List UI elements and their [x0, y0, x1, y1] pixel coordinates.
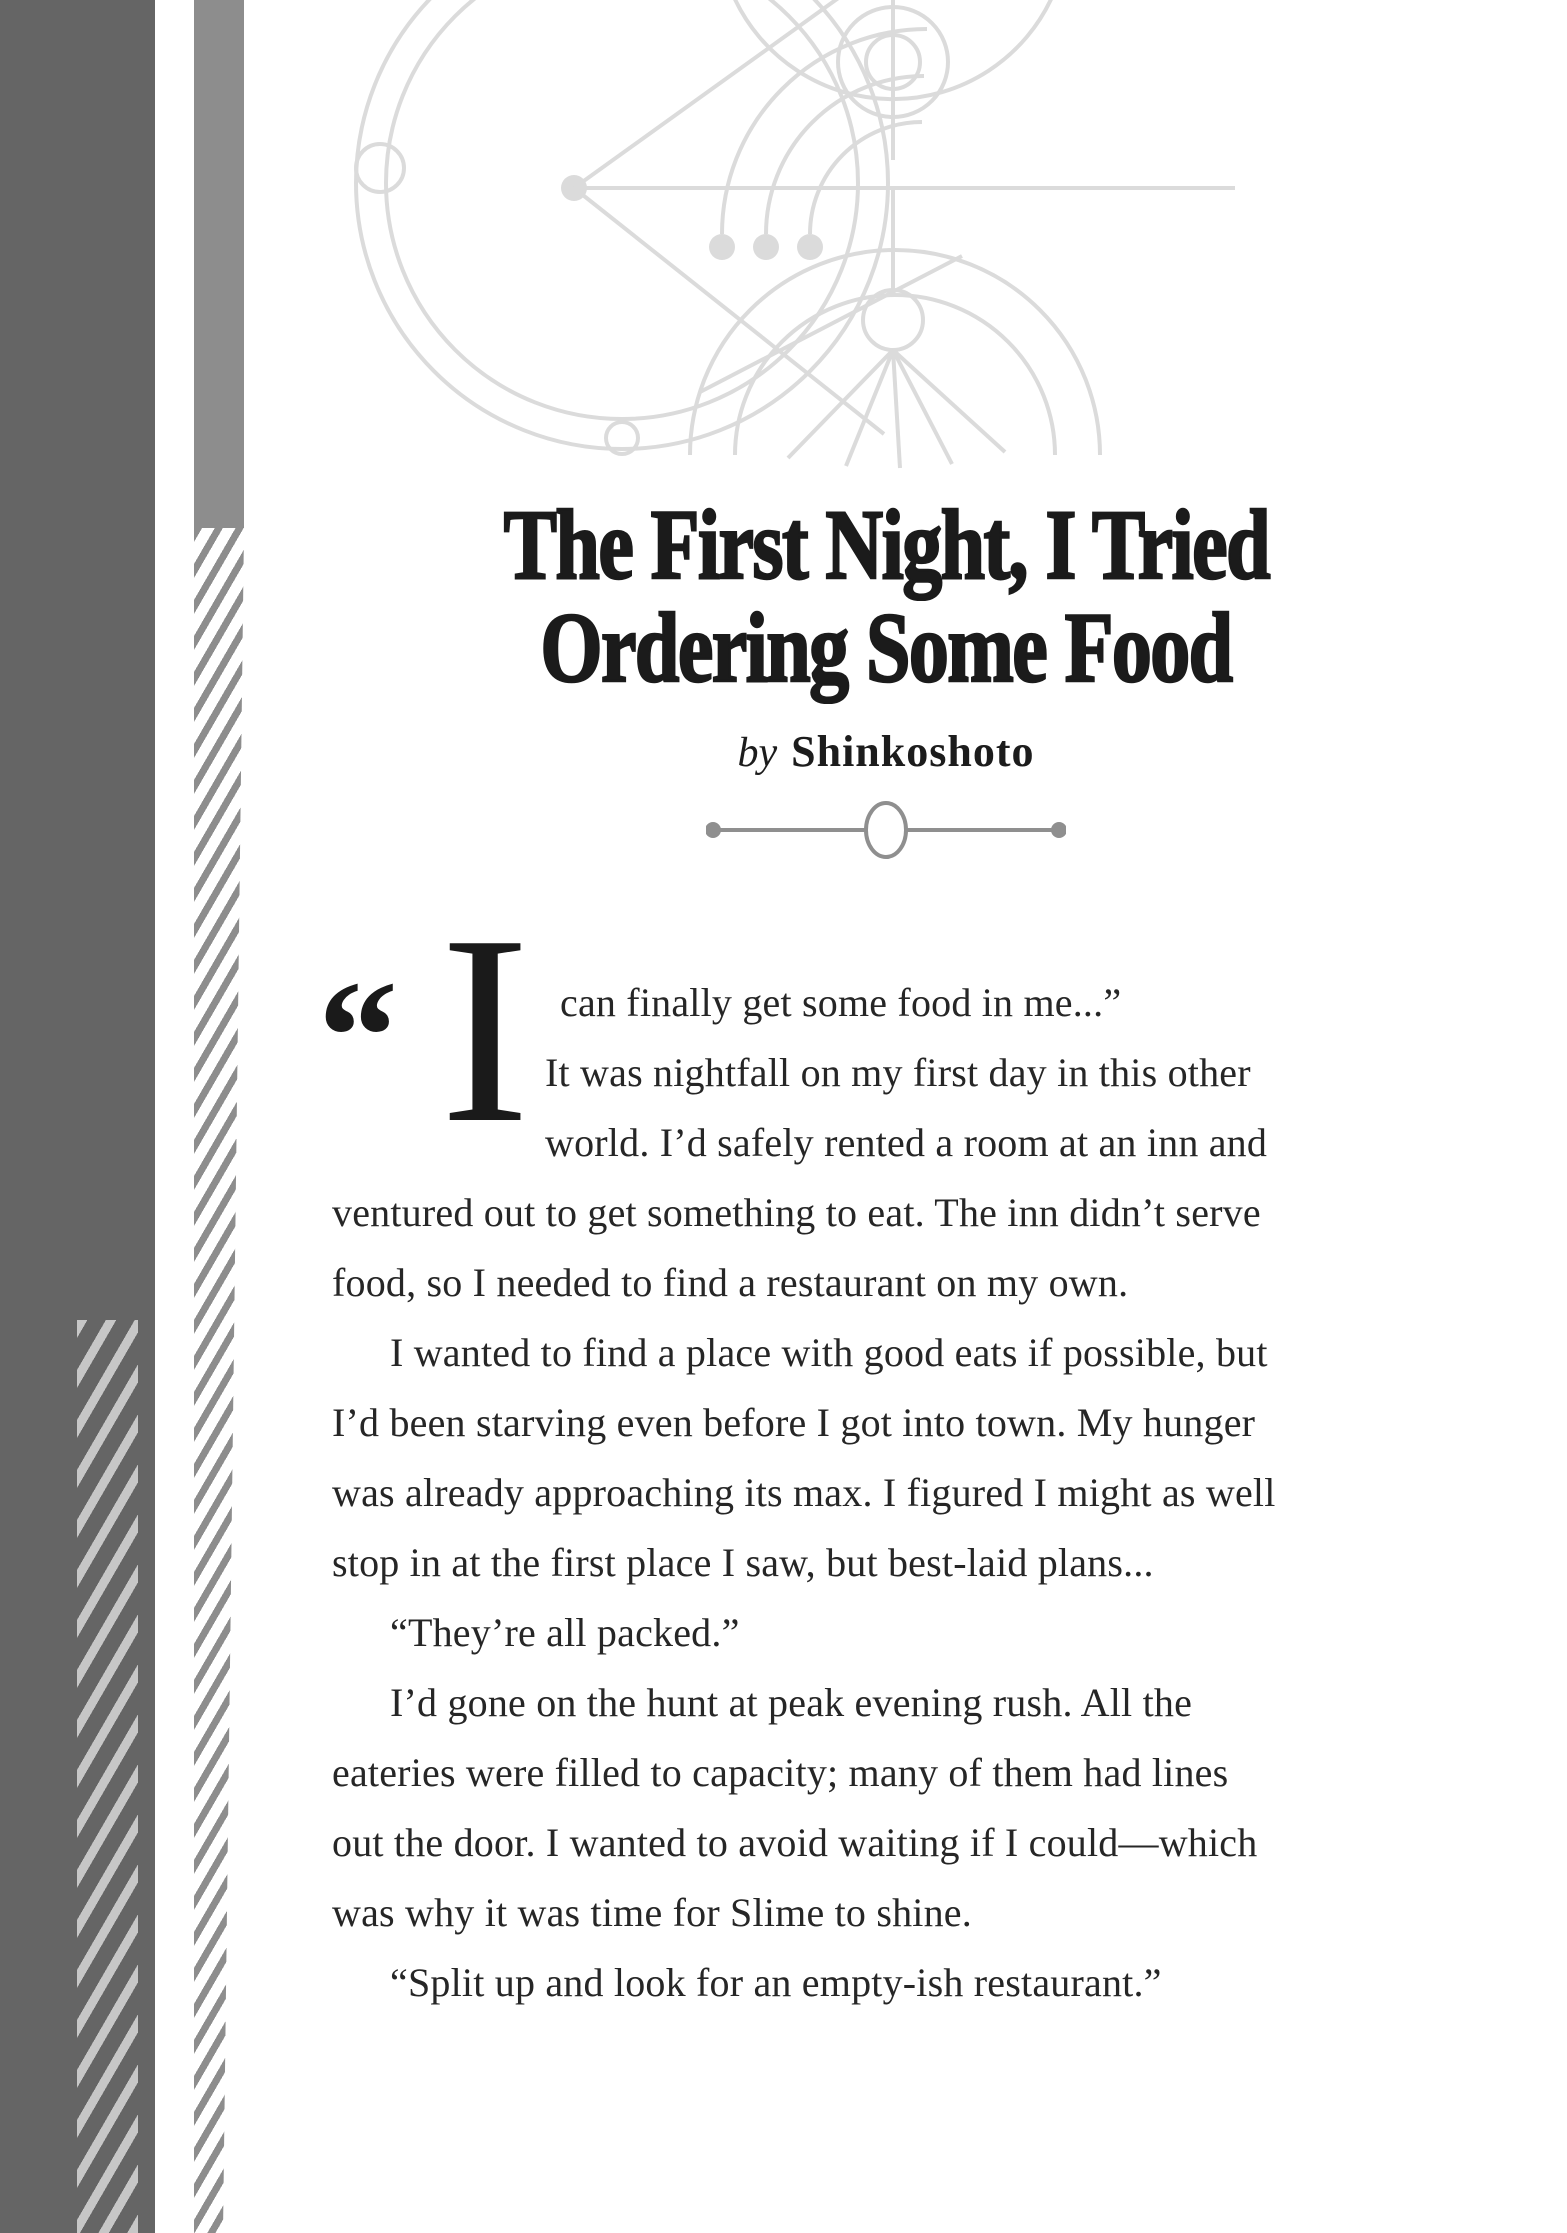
chapter-content: [318, 0, 1440, 2233]
text-line: eateries were filled to capacity; many of them had lines: [332, 1750, 1229, 1795]
diagonal-stripes-light: [77, 1320, 138, 2233]
divider-ornament: [332, 795, 1440, 865]
drop-cap: I: [440, 880, 530, 1179]
text-line: was already approaching its max. I figured I might as well: [332, 1470, 1276, 1515]
text-line: I wanted to find a place with good eats if possible, but: [390, 1330, 1268, 1375]
text-line: can finally get some food in me...”: [560, 980, 1122, 1025]
text-line: It was nightfall on my first day in this other: [545, 1050, 1251, 1095]
text-line: I’d gone on the hunt at peak evening rush. All the: [390, 1680, 1193, 1725]
chapter-title-line-1: The First Night, I Tried: [503, 489, 1269, 600]
text-line: “Split up and look for an empty-ish restaurant.”: [390, 1960, 1162, 2005]
author-name: Shinkoshoto: [791, 727, 1035, 776]
diagonal-stripes-gray: [194, 528, 244, 2233]
text-line: out the door. I wanted to avoid waiting if I could—which: [332, 1820, 1258, 1865]
text-line: “They’re all packed.”: [390, 1610, 740, 1655]
byline: [332, 722, 1440, 783]
text-line: food, so I needed to find a restaurant on my own.: [332, 1260, 1129, 1305]
text-line: ventured out to get something to eat. The inn didn’t serve: [332, 1190, 1261, 1235]
text-line: I’d been starving even before I got into town. My hunger: [332, 1400, 1256, 1445]
byline-prefix: by: [737, 730, 778, 776]
body-text: [318, 880, 1440, 2018]
divider-line-circle-icon: [706, 795, 1066, 865]
chapter-title-line-2: Ordering Some Food: [540, 592, 1232, 703]
text-line: was why it was time for Slime to shine.: [332, 1890, 972, 1935]
text-line: world. I’d safely rented a room at an inn and: [545, 1120, 1268, 1165]
drop-quote-mark: “: [318, 947, 398, 1125]
text-line: stop in at the first place I saw, but best-laid plans...: [332, 1540, 1154, 1585]
